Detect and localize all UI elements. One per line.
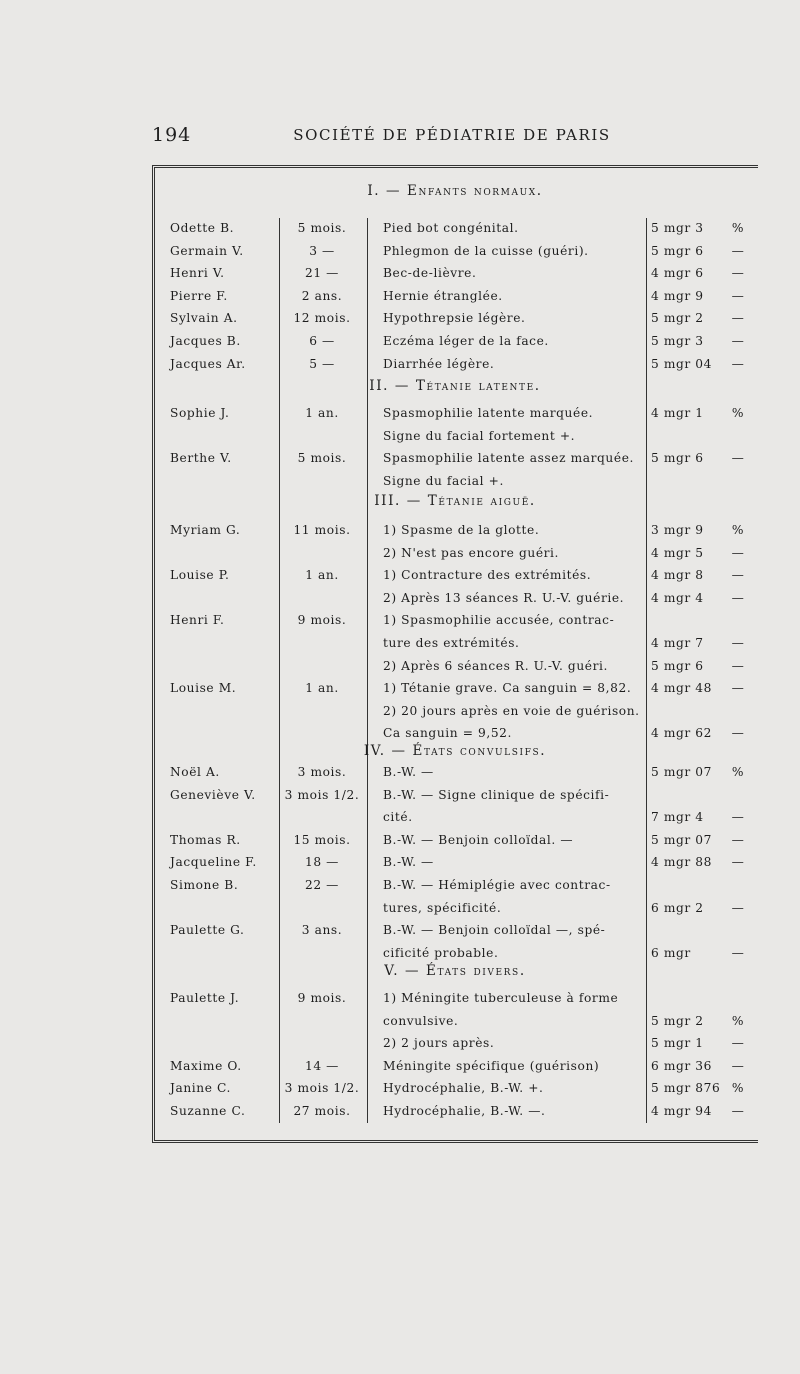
diagnosis-text: Signe du facial fortement +. <box>383 428 576 443</box>
calcium-value: 4 mgr 94 <box>651 1104 712 1118</box>
patient-name: Germain V. <box>170 243 244 258</box>
diagnosis-text: tures, spécificité. <box>383 900 502 915</box>
table-row <box>155 1081 755 1103</box>
unit-mark: — <box>731 900 745 915</box>
patient-age: 1 an. <box>305 406 339 420</box>
diagnosis-text: Méningite spécifique (guérison) <box>383 1058 600 1073</box>
patient-name: Geneviève V. <box>170 787 256 802</box>
table-row <box>155 568 755 590</box>
unit-mark: — <box>731 590 745 605</box>
diagnosis-text: cificité probable. <box>383 945 499 960</box>
results-table <box>152 165 758 1143</box>
patient-age: 1 an. <box>305 568 339 583</box>
table-row <box>155 357 755 379</box>
patient-name: Janine C. <box>170 1081 231 1096</box>
unit-mark: — <box>731 545 745 560</box>
unit-mark: — <box>731 1036 745 1051</box>
patient-name: Odette B. <box>170 221 235 235</box>
calcium-value: 5 mgr 2 <box>651 1013 704 1028</box>
diagnosis-text: Eczéma léger de la face. <box>383 334 549 348</box>
table-row <box>155 855 755 877</box>
patient-age: 5 — <box>309 356 335 371</box>
diagnosis-text: 1) Spasmophilie accusée, contrac- <box>383 613 615 628</box>
patient-name: Pierre F. <box>170 288 228 303</box>
diagnosis-text: B.-W. — <box>383 765 434 779</box>
table-row <box>155 765 755 787</box>
table-row <box>155 991 755 1013</box>
patient-name: Myriam G. <box>170 523 241 537</box>
table-row <box>155 1036 755 1058</box>
patient-age: 9 mois. <box>297 613 347 628</box>
page-header <box>152 124 752 148</box>
unit-mark: — <box>731 1104 745 1118</box>
calcium-value: 6 mgr 2 <box>651 900 704 915</box>
calcium-value: 5 mgr 2 <box>651 311 704 326</box>
calcium-value: 5 mgr 04 <box>651 356 712 371</box>
running-title: SOCIÉTÉ DE PÉDIATRIE DE PARIS <box>293 126 611 144</box>
unit-mark: — <box>731 636 745 650</box>
calcium-value: 5 mgr 6 <box>651 658 704 673</box>
table-row <box>155 810 755 832</box>
calcium-value: 5 mgr 07 <box>651 832 712 847</box>
diagnosis-text: cité. <box>383 810 413 825</box>
table-row <box>155 311 755 333</box>
diagnosis-text: 1) Tétanie grave. Ca sanguin = 8,82. <box>383 681 632 696</box>
unit-mark: — <box>731 945 745 960</box>
patient-name: Henri V. <box>170 266 225 281</box>
calcium-value: 6 mgr <box>651 945 691 960</box>
diagnosis-text: 2) 2 jours après. <box>383 1036 495 1051</box>
table-row <box>155 613 755 635</box>
table-row <box>155 289 755 311</box>
table-row <box>155 451 755 473</box>
patient-age: 27 mois. <box>293 1104 351 1118</box>
table-row <box>155 266 755 288</box>
table-row <box>155 833 755 855</box>
diagnosis-text: 2) Après 13 séances R. U.-V. guérie. <box>383 590 625 605</box>
calcium-value: 4 mgr 6 <box>651 266 704 281</box>
diagnosis-text: Bec-de-lièvre. <box>383 266 477 281</box>
diagnosis-text: Diarrhée légère. <box>383 356 495 371</box>
patient-age: 5 mois. <box>297 451 347 466</box>
unit-mark: % <box>731 523 745 537</box>
calcium-value: 5 mgr 3 <box>651 221 704 235</box>
patient-age: 2 ans. <box>301 288 343 303</box>
unit-mark: — <box>731 266 745 281</box>
unit-mark: % <box>731 406 745 420</box>
calcium-value: 5 mgr 6 <box>651 243 704 258</box>
calcium-value: 4 mgr 7 <box>651 636 704 650</box>
unit-mark: — <box>731 334 745 348</box>
diagnosis-text: Pied bot congénital. <box>383 221 519 235</box>
patient-name: Maxime O. <box>170 1058 242 1073</box>
calcium-value: 4 mgr 1 <box>651 406 704 420</box>
diagnosis-text: Hydrocéphalie, B.-W. —. <box>383 1104 546 1118</box>
table-row <box>155 523 755 545</box>
unit-mark: — <box>731 311 745 326</box>
unit-mark: — <box>731 356 745 371</box>
patient-age: 3 mois. <box>297 765 347 779</box>
patient-age: 3 mois 1/2. <box>284 787 360 802</box>
section-title: II. — Tétanie latente. <box>369 378 541 394</box>
diagnosis-text: 1) Spasme de la glotte. <box>383 523 540 537</box>
table-row <box>155 244 755 266</box>
table-row <box>155 923 755 945</box>
unit-mark: — <box>731 243 745 258</box>
diagnosis-text: B.-W. — Hémiplégie avec contrac- <box>383 878 611 892</box>
calcium-value: 4 mgr 5 <box>651 545 704 560</box>
section-title: IV. — États convulsifs. <box>363 743 547 759</box>
diagnosis-text: 2) Après 6 séances R. U.-V. guéri. <box>383 658 608 673</box>
table-row <box>155 681 755 703</box>
patient-name: Henri F. <box>170 613 225 628</box>
patient-age: 15 mois. <box>293 832 351 847</box>
table-row <box>155 878 755 900</box>
diagnosis-text: 2) 20 jours après en voie de guérison. <box>383 703 640 718</box>
patient-age: 3 mois 1/2. <box>284 1081 360 1096</box>
calcium-value: 6 mgr 36 <box>651 1058 712 1073</box>
unit-mark: — <box>731 726 745 741</box>
patient-name: Sylvain A. <box>170 311 238 326</box>
patient-age: 6 — <box>309 334 335 348</box>
unit-mark: — <box>731 568 745 583</box>
calcium-value: 5 mgr 876 <box>651 1081 721 1096</box>
patient-age: 11 mois. <box>293 523 351 537</box>
diagnosis-text: ture des extrémités. <box>383 636 520 650</box>
patient-name: Sophie J. <box>170 406 230 420</box>
unit-mark: — <box>731 658 745 673</box>
table-row <box>155 546 755 568</box>
unit-mark: — <box>731 451 745 466</box>
table-row <box>155 1104 755 1126</box>
diagnosis-text: B.-W. — Signe clinique de spécifi- <box>383 787 610 802</box>
patient-name: Louise P. <box>170 568 230 583</box>
page-number: 194 <box>152 124 192 146</box>
unit-mark: — <box>731 681 745 696</box>
patient-age: 12 mois. <box>293 311 351 326</box>
patient-name: Suzanne C. <box>170 1104 246 1118</box>
section-title: V. — États divers. <box>384 963 526 979</box>
table-row <box>155 406 755 428</box>
patient-age: 3 ans. <box>301 923 343 938</box>
diagnosis-text: Hydrocéphalie, B.-W. +. <box>383 1081 544 1096</box>
unit-mark: % <box>731 765 745 779</box>
diagnosis-text: Spasmophilie latente marquée. <box>383 406 594 420</box>
calcium-value: 3 mgr 9 <box>651 523 704 537</box>
diagnosis-text: Phlegmon de la cuisse (guéri). <box>383 243 589 258</box>
table-row <box>155 901 755 923</box>
table-row <box>155 221 755 243</box>
patient-age: 9 mois. <box>297 991 347 1005</box>
unit-mark: — <box>731 810 745 825</box>
unit-mark: — <box>731 832 745 847</box>
table-row <box>155 1014 755 1036</box>
unit-mark: % <box>731 1013 745 1028</box>
table-row <box>155 1059 755 1081</box>
patient-name: Simone B. <box>170 878 239 892</box>
patient-age: 1 an. <box>305 681 339 696</box>
section-title: III. — Tétanie aiguë. <box>374 493 536 509</box>
patient-name: Noël A. <box>170 765 220 779</box>
diagnosis-text: convulsive. <box>383 1013 459 1028</box>
patient-name: Jacques Ar. <box>170 356 246 371</box>
section-title: I. — Enfants normaux. <box>367 183 543 199</box>
calcium-value: 5 mgr 3 <box>651 334 704 348</box>
unit-mark: % <box>731 221 745 235</box>
patient-age: 3 — <box>309 243 335 258</box>
patient-name: Paulette J. <box>170 991 240 1005</box>
unit-mark: — <box>731 288 745 303</box>
diagnosis-text: Hernie étranglée. <box>383 288 503 303</box>
diagnosis-text: B.-W. — Benjoin colloïdal. — <box>383 832 574 847</box>
table-row <box>155 788 755 810</box>
calcium-value: 5 mgr 1 <box>651 1036 704 1051</box>
patient-name: Paulette G. <box>170 923 245 938</box>
calcium-value: 5 mgr 07 <box>651 765 712 779</box>
patient-age: 18 — <box>305 855 339 870</box>
table-row <box>155 429 755 451</box>
table-row <box>155 659 755 681</box>
unit-mark: % <box>731 1081 745 1096</box>
calcium-value: 4 mgr 48 <box>651 681 712 696</box>
calcium-value: 5 mgr 6 <box>651 451 704 466</box>
patient-age: 22 — <box>305 878 339 892</box>
table-row <box>155 591 755 613</box>
calcium-value: 4 mgr 4 <box>651 590 704 605</box>
diagnosis-text: Spasmophilie latente assez marquée. <box>383 451 634 466</box>
patient-name: Jacques B. <box>170 334 241 348</box>
unit-mark: — <box>731 1058 745 1073</box>
patient-name: Jacqueline F. <box>170 855 257 870</box>
diagnosis-text: Ca sanguin = 9,52. <box>383 726 513 741</box>
calcium-value: 7 mgr 4 <box>651 810 704 825</box>
table-row <box>155 636 755 658</box>
patient-age: 21 — <box>305 266 339 281</box>
unit-mark: — <box>731 855 745 870</box>
diagnosis-text: Hypothrepsie légère. <box>383 311 526 326</box>
diagnosis-text: B.-W. — Benjoin colloïdal —, spé- <box>383 923 606 938</box>
patient-name: Thomas R. <box>170 832 241 847</box>
diagnosis-text: B.-W. — <box>383 855 434 870</box>
patient-age: 14 — <box>305 1058 339 1073</box>
calcium-value: 4 mgr 88 <box>651 855 712 870</box>
diagnosis-text: 1) Contracture des extrémités. <box>383 568 592 583</box>
diagnosis-text: 1) Méningite tuberculeuse à forme <box>383 991 619 1005</box>
patient-age: 5 mois. <box>297 221 347 235</box>
diagnosis-text: Signe du facial +. <box>383 473 504 488</box>
patient-name: Berthe V. <box>170 451 232 466</box>
table-row <box>155 704 755 726</box>
calcium-value: 4 mgr 62 <box>651 726 712 741</box>
calcium-value: 4 mgr 8 <box>651 568 704 583</box>
diagnosis-text: 2) N'est pas encore guéri. <box>383 545 560 560</box>
calcium-value: 4 mgr 9 <box>651 288 704 303</box>
table-row <box>155 334 755 356</box>
patient-name: Louise M. <box>170 681 237 696</box>
